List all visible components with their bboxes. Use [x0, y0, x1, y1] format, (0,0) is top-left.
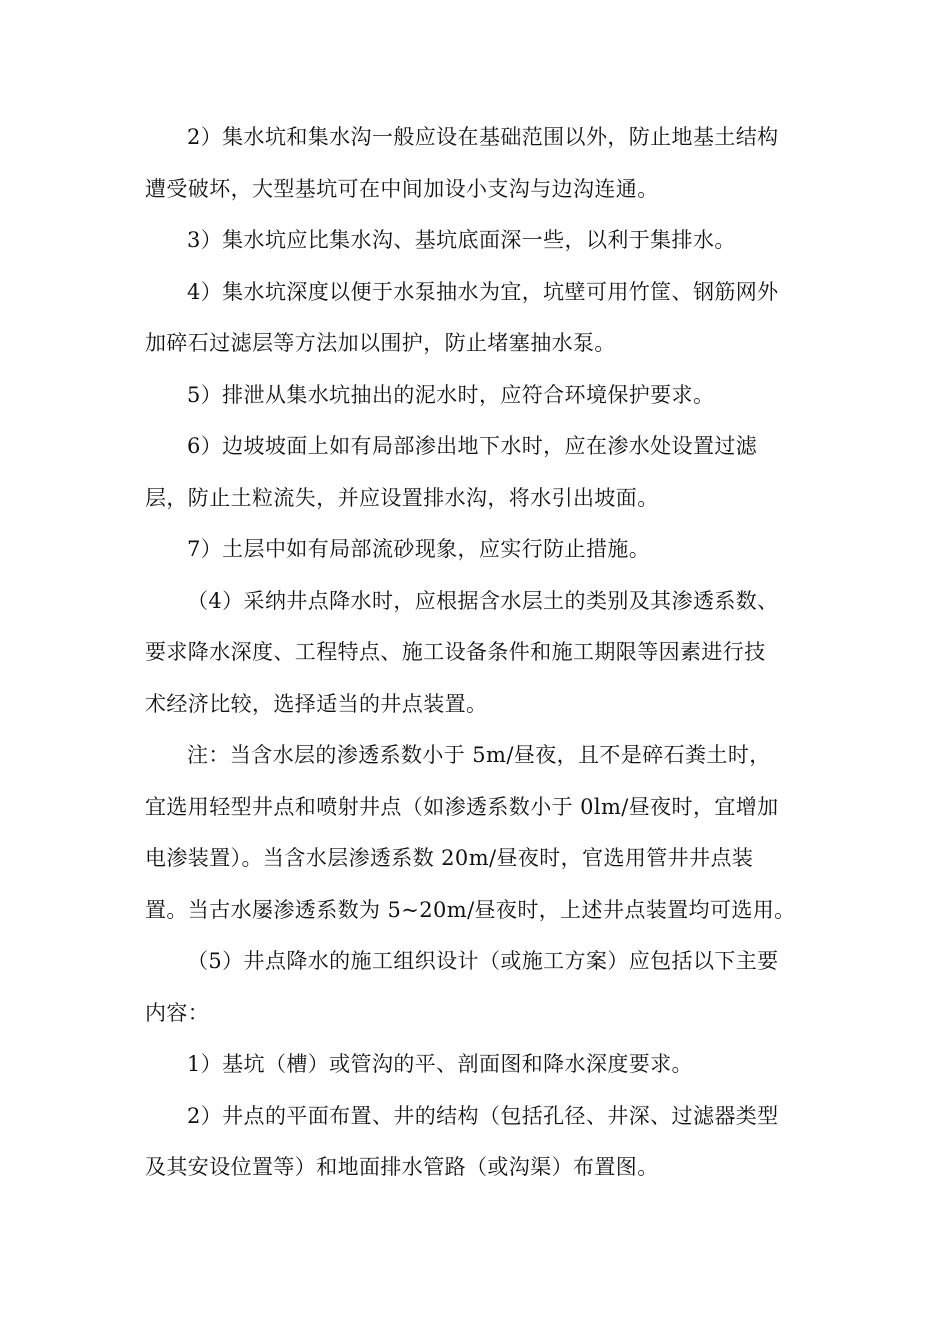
text-line: 内容：: [145, 1000, 210, 1025]
text-line: 1）基坑（槽）或管沟的平、剖面图和降水深度要求。: [187, 1052, 693, 1076]
text-line: 及其安设位置等）和地面排水管路（或沟渠）布置图。: [145, 1155, 659, 1179]
text-line: 6）边坡坡面上如有局部渗出地下水时，应在渗水处设置过滤: [187, 434, 758, 458]
text-line: 术经济比较，选择适当的井点装置。: [145, 691, 488, 716]
text-line: 电渗装置）。当含水层渗透系数 20m/昼夜时，官选用管井井点装: [145, 846, 754, 870]
paragraph-well-layout: [145, 1091, 807, 1194]
text-line: 层，防止土粒流失，并应设置排水沟，将水引出坡面。: [145, 485, 659, 510]
text-line: 2）井点的平面布置、井的结构（包括孔径、井深、过滤器类型: [187, 1103, 779, 1128]
text-line: 3）集水坑应比集水沟、基坑底面深一些，以利于集排水。: [187, 228, 736, 252]
paragraph-collection-pit-depth: [145, 215, 807, 267]
paragraph-mud-discharge: [145, 370, 807, 422]
text-line: 加碎石过滤层等方法加以围护，防止堵塞抽水泵。: [145, 331, 616, 355]
text-line: 4）集水坑深度以便于水泵抽水为宜，坑壁可用竹筐、钢筋网外: [187, 279, 779, 304]
text-line: 遭受破坏，大型基坑可在中间加设小支沟与边沟连通。: [145, 176, 659, 201]
paragraph-slope-seepage: [145, 421, 807, 524]
text-line: 2）集水坑和集水沟一般应设在基础范围以外，防止地基土结构: [187, 125, 779, 149]
paragraph-collection-pit-location: [145, 112, 807, 215]
text-line: 7）土层中如有局部流砂现象，应实行防止措施。: [187, 537, 651, 561]
paragraph-pit-wall-protection: [145, 267, 807, 370]
text-line: 要求降水深度、工程特点、施工设备条件和施工期限等因素进行技: [145, 640, 766, 664]
paragraph-note: [145, 730, 807, 936]
paragraph-quicksand: [145, 524, 807, 576]
text-line: 置。当古水屡渗透系数为 5~20m/昼夜时，上述井点装置均可选用。: [145, 897, 796, 922]
paragraph-well-point-dewatering: [145, 576, 807, 731]
text-line: 宜选用轻型井点和喷射井点（如渗透系数小于 0lm/昼夜时，宜增加: [145, 794, 779, 819]
text-line: 注：当含水层的渗透系数小于 5m/昼夜，且不是碎石粪土时，: [187, 743, 771, 767]
document-body: [145, 112, 807, 1194]
text-line: 5）排泄从集水坑抽出的泥水时，应符合环境保护要求。: [187, 382, 715, 407]
text-line: （5）井点降水的施工组织设计（或施工方案）应包括以下主要: [187, 949, 779, 973]
paragraph-construction-plan: [145, 936, 807, 1039]
paragraph-plan-drawings: [145, 1039, 807, 1091]
text-line: （4）采纳井点降水时，应根据含水层土的类别及其渗透系数、: [187, 588, 779, 613]
